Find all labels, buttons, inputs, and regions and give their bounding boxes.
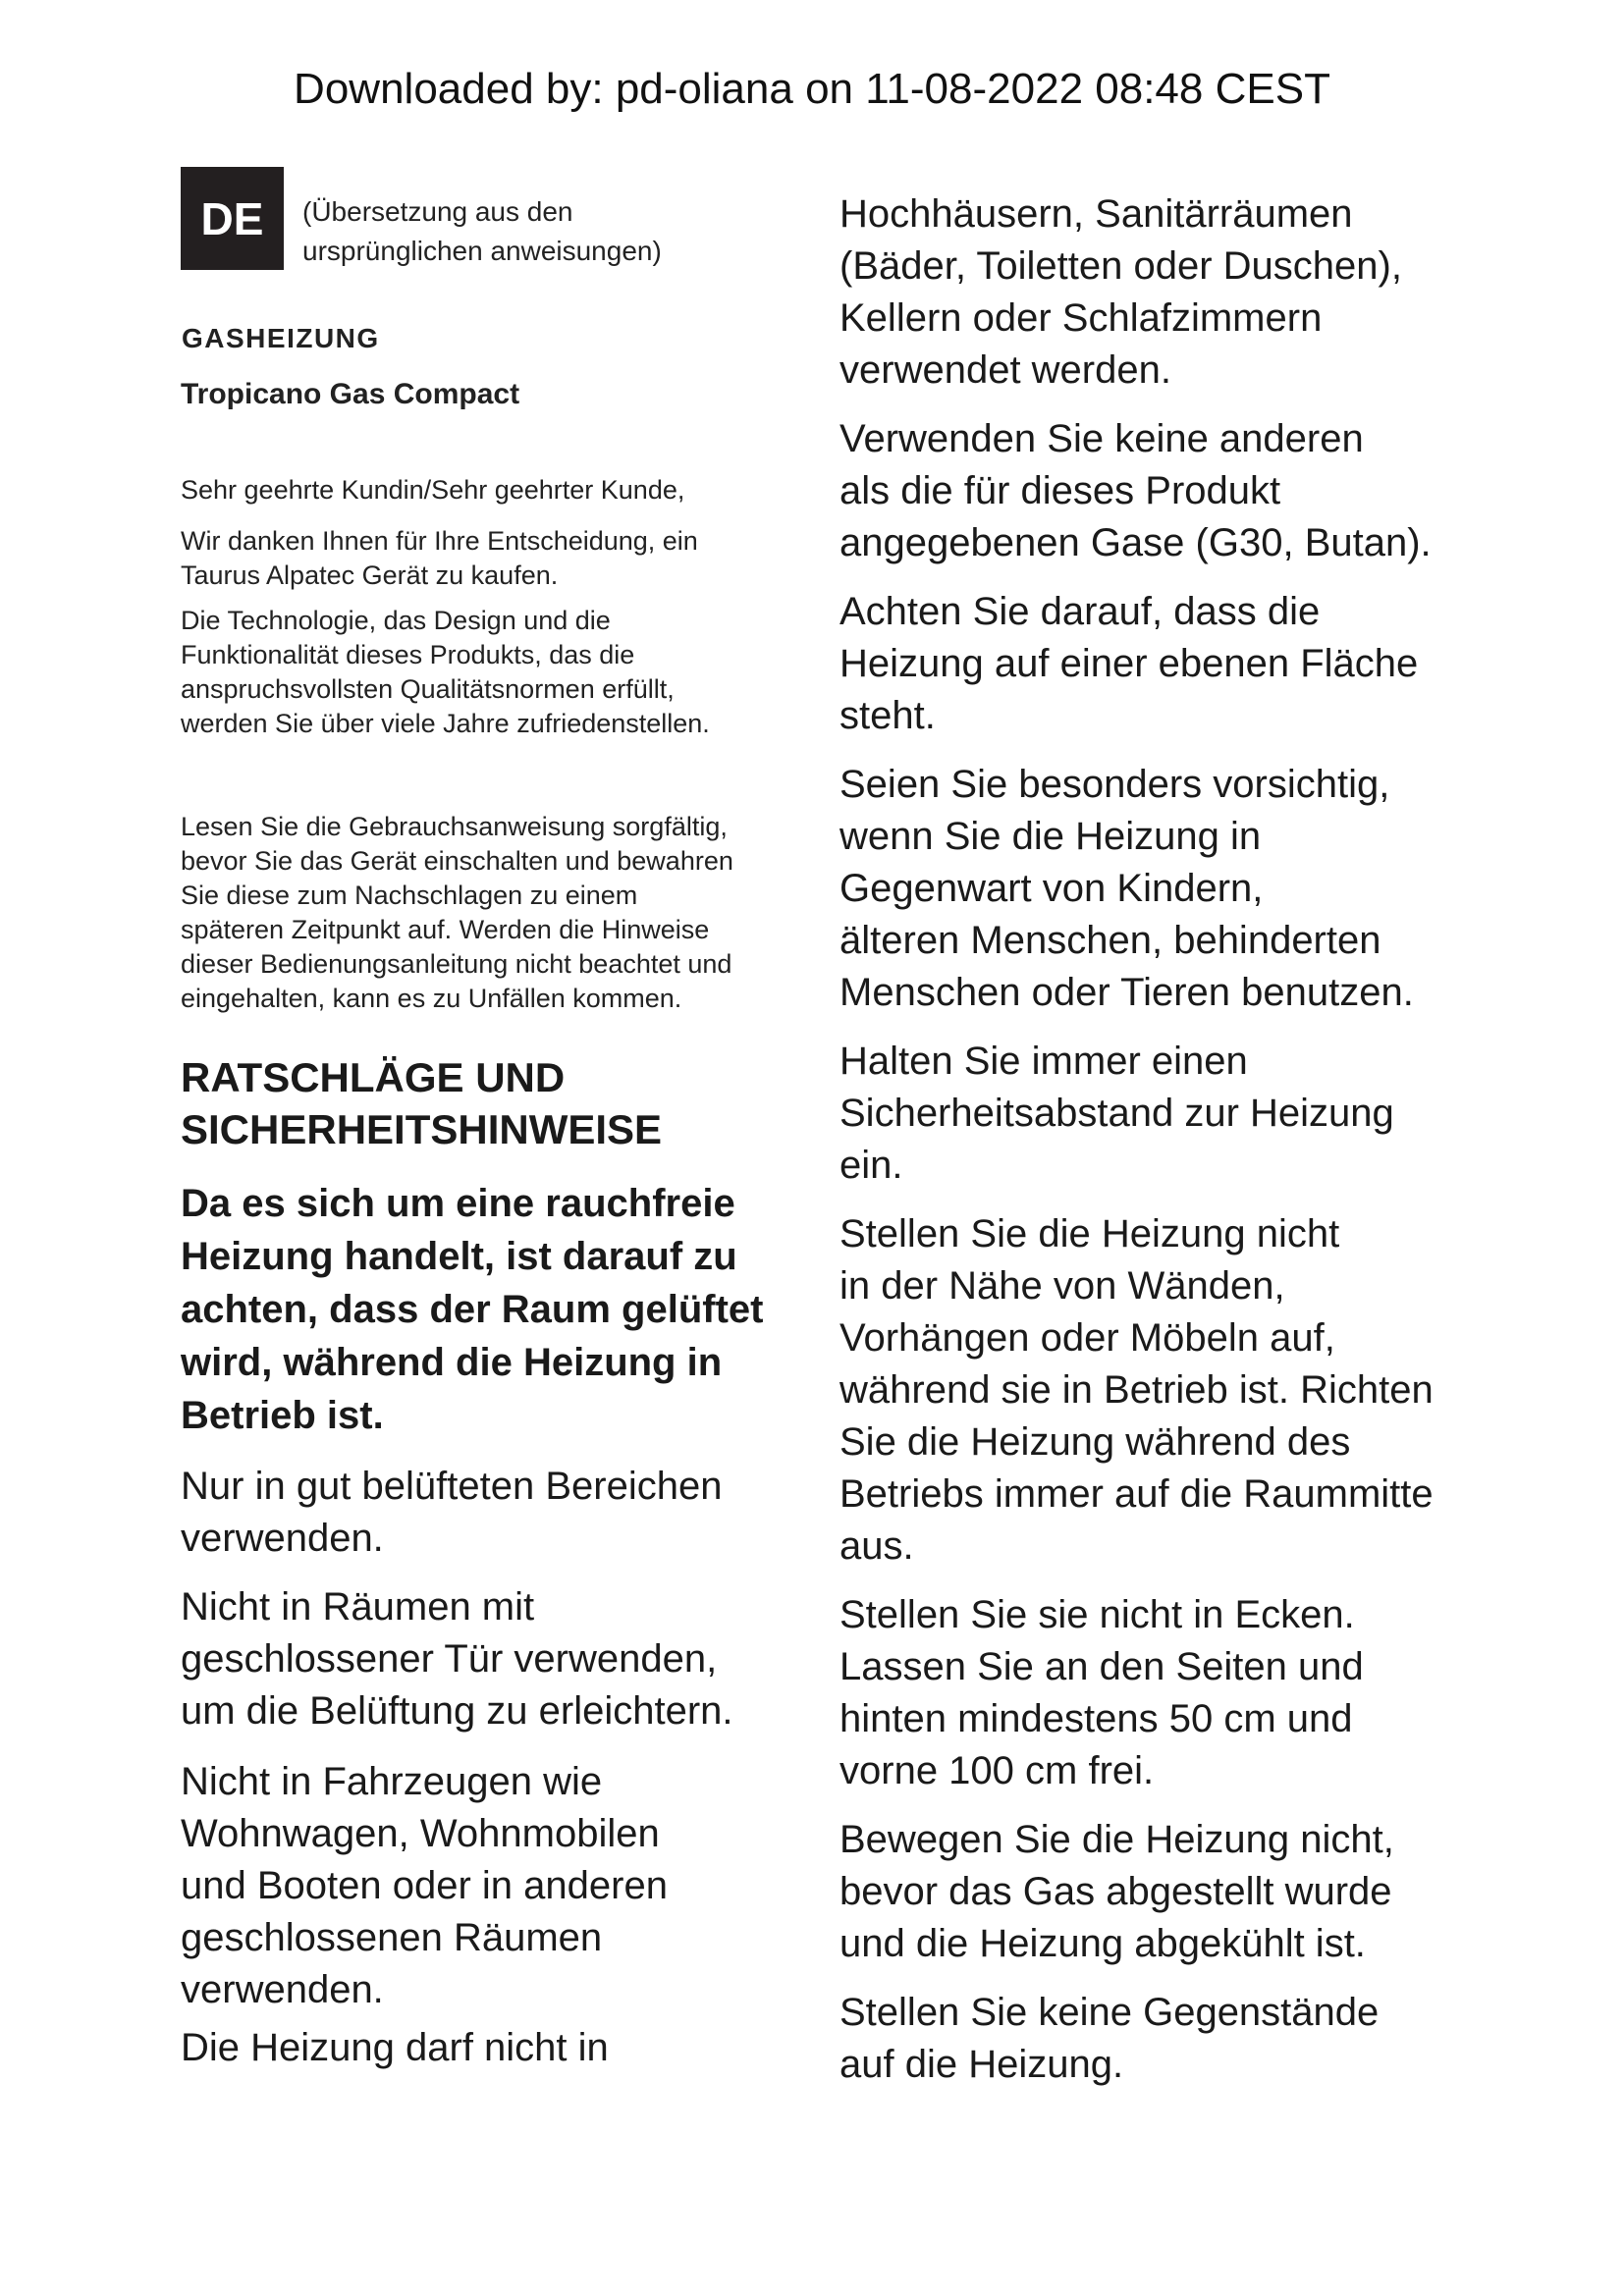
no-objects-paragraph — [839, 1987, 1488, 2091]
text-line: ein. — [839, 1144, 903, 1187]
text-line: Wohnwagen, Wohnmobilen — [181, 1812, 660, 1855]
text-line: Hochhäusern, Sanitärräumen — [839, 192, 1353, 236]
text-line: Bewegen Sie die Heizung nicht, — [839, 1818, 1394, 1861]
product-name: Tropicano Gas Compact — [181, 378, 520, 410]
section-title-line: RATSCHLÄGE UND — [181, 1054, 566, 1100]
text-line: aus. — [839, 1524, 914, 1568]
text-line: verwendet werden. — [839, 348, 1171, 392]
placement-paragraph — [839, 1208, 1488, 1573]
text-line: Sie die Heizung während des — [839, 1420, 1351, 1464]
text-line: älteren Menschen, behinderten — [839, 919, 1381, 962]
warning-line: Da es sich um eine rauchfreie — [181, 1182, 735, 1225]
text-line: Vorhängen oder Möbeln auf, — [839, 1316, 1335, 1360]
text-line: Sie diese zum Nachschlagen zu einem — [181, 881, 638, 910]
moving-paragraph — [839, 1814, 1488, 1970]
closed-door-paragraph — [181, 1581, 809, 1737]
text-line: geschlossener Tür verwenden, — [181, 1637, 718, 1681]
text-line: als die für dieses Produkt — [839, 469, 1281, 512]
download-stamp: Downloaded by: pd-oliana on 11-08-2022 08:48 CEST — [294, 65, 1330, 113]
caution-paragraph — [839, 759, 1488, 1019]
thanks-paragraph — [181, 524, 809, 593]
safety-distance-paragraph — [839, 1036, 1488, 1192]
section-title — [181, 1051, 809, 1155]
clearance-paragraph — [839, 1589, 1488, 1797]
text-line: Betriebs immer auf die Raummitte — [839, 1472, 1434, 1516]
product-category: GASHEIZUNG — [182, 323, 380, 353]
left-column — [181, 167, 809, 2074]
warning-line: Betrieb ist. — [181, 1394, 384, 1437]
warning-line: achten, dass der Raum gelüftet — [181, 1288, 764, 1331]
text-line: späteren Zeitpunkt auf. Werden die Hinweise — [181, 915, 710, 944]
read-instructions-paragraph — [181, 810, 809, 1016]
text-line: wenn Sie die Heizung in — [839, 815, 1262, 858]
text-line: anspruchsvollsten Qualitätsnormen erfüllt, — [181, 674, 675, 704]
ventilation-warning — [181, 1177, 809, 1442]
text-line: Achten Sie darauf, dass die — [839, 590, 1321, 633]
text-line: und die Heizung abgekühlt ist. — [839, 1922, 1366, 1965]
text-line: Nur in gut belüfteten Bereichen — [181, 1465, 723, 1508]
text-line: Funktionalität dieses Produkts, das die — [181, 640, 635, 669]
level-surface-paragraph — [839, 586, 1488, 742]
text-line: Seien Sie besonders vorsichtig, — [839, 763, 1390, 806]
text-line: Wir danken Ihnen für Ihre Entscheidung, ein — [181, 526, 698, 556]
text-line: Stellen Sie sie nicht in Ecken. — [839, 1593, 1355, 1636]
text-line: Nicht in Räumen mit — [181, 1585, 535, 1629]
text-line: und Booten oder in anderen — [181, 1864, 668, 1907]
text-line: werden Sie über viele Jahre zufriedenstellen. — [181, 709, 710, 738]
text-line: Lesen Sie die Gebrauchsanweisung sorgfältig, — [181, 812, 728, 841]
right-column — [839, 188, 1488, 2108]
language-badge: DE — [181, 167, 284, 270]
text-line: vorne 100 cm frei. — [839, 1749, 1155, 1792]
translation-note-line: (Übersetzung aus den — [302, 196, 573, 227]
text-line: (Bäder, Toiletten oder Duschen), — [839, 244, 1402, 288]
text-line: Menschen oder Tieren benutzen. — [839, 971, 1414, 1014]
text-line: Stellen Sie keine Gegenstände — [839, 1991, 1380, 2034]
translation-note-line: ursprünglichen anweisungen) — [302, 236, 662, 266]
text-line: angegebenen Gase (G30, Butan). — [839, 521, 1432, 564]
text-line: Lassen Sie an den Seiten und — [839, 1645, 1364, 1688]
text-line: bevor Sie das Gerät einschalten und bewahren — [181, 846, 733, 876]
text-line: um die Belüftung zu erleichtern. — [181, 1689, 733, 1733]
text-line: auf die Heizung. — [839, 2043, 1124, 2086]
gas-type-paragraph — [839, 413, 1488, 569]
text-line: bevor das Gas abgestellt wurde — [839, 1870, 1392, 1913]
language-row — [181, 167, 809, 271]
text-line: verwenden. — [181, 1517, 384, 1560]
text-line: dieser Bedienungsanleitung nicht beachtet und — [181, 949, 732, 979]
section-title-line: SICHERHEITSHINWEISE — [181, 1106, 663, 1152]
text-line: Halten Sie immer einen — [839, 1040, 1248, 1083]
text-line: Kellern oder Schlafzimmern — [839, 296, 1323, 340]
text-line: hinten mindestens 50 cm und — [839, 1697, 1353, 1740]
text-line: steht. — [839, 694, 936, 737]
text-line: verwenden. — [181, 1968, 384, 2011]
text-line: in der Nähe von Wänden, — [839, 1264, 1285, 1308]
text-line: Die Heizung darf nicht in — [181, 2026, 609, 2069]
text-line: Sicherheitsabstand zur Heizung — [839, 1092, 1394, 1135]
ventilated-areas-paragraph — [181, 1461, 809, 1565]
vehicles-paragraph — [181, 1756, 809, 2016]
text-line: Stellen Sie die Heizung nicht — [839, 1212, 1340, 1255]
warning-line: Heizung handelt, ist darauf zu — [181, 1235, 737, 1278]
technology-paragraph — [181, 604, 809, 741]
text-line: während sie in Betrieb ist. Richten — [839, 1368, 1434, 1412]
restricted-rooms-paragraph — [839, 188, 1488, 397]
translation-note — [302, 192, 662, 271]
text-line: Nicht in Fahrzeugen wie — [181, 1760, 603, 1803]
text-line: Taurus Alpatec Gerät zu kaufen. — [181, 561, 559, 590]
text-line: Gegenwart von Kindern, — [839, 867, 1264, 910]
heater-restriction-paragraph — [181, 2022, 809, 2074]
text-line: geschlossenen Räumen — [181, 1916, 603, 1959]
text-line: eingehalten, kann es zu Unfällen kommen. — [181, 984, 682, 1013]
text-line: Verwenden Sie keine anderen — [839, 417, 1364, 460]
warning-line: wird, während die Heizung in — [181, 1341, 723, 1384]
greeting: Sehr geehrte Kundin/Sehr geehrter Kunde, — [181, 475, 685, 505]
text-line: Die Technologie, das Design und die — [181, 606, 611, 635]
text-line: Heizung auf einer ebenen Fläche — [839, 642, 1419, 685]
